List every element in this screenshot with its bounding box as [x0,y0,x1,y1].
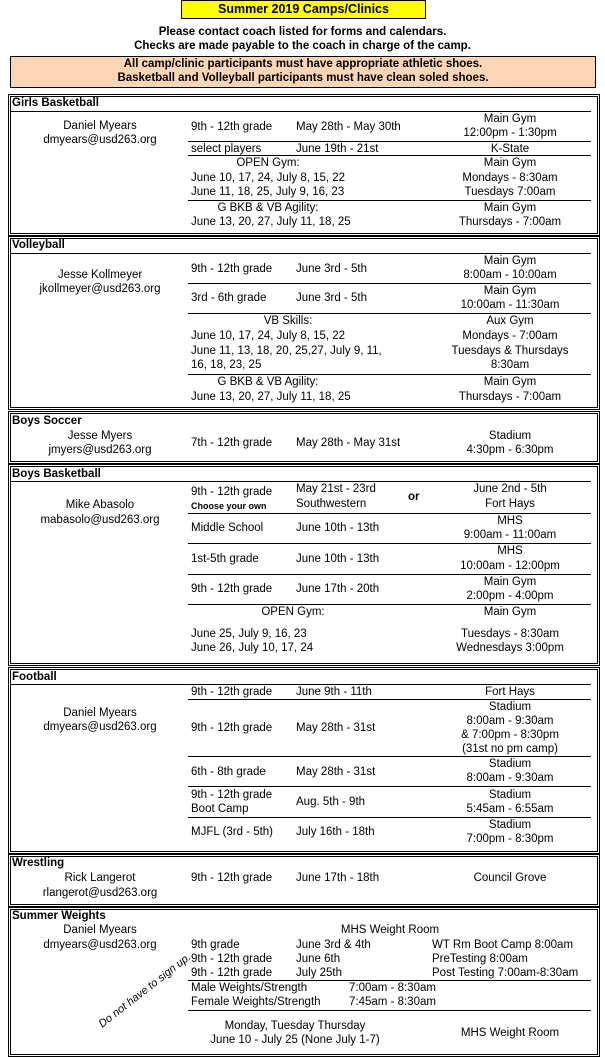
section-title-volleyball: Volleyball [12,239,65,251]
location: Southwestern [296,498,367,510]
dates: May 28th - May 30th [296,121,401,133]
location: Stadium [488,701,532,713]
location: Stadium [488,430,532,442]
payment-instruction: Checks are made payable to the coach in charge of the camp. [134,40,471,52]
grade: 9th grade [191,939,240,951]
grade: 9th - 12th grade [191,722,273,734]
agility-label: G BKB & VB Agility: [217,376,319,388]
coach-name: Jesse Myers [67,430,133,442]
location: MHS Weight Room [460,1027,560,1039]
shoe-notice-line1: All camp/clinic participants must have appropriate athletic shoes. [123,58,483,70]
location: Main Gym [483,576,537,588]
grade: 3rd - 6th grade [191,292,267,304]
coach-name: Rick Langerot [64,872,136,884]
dates: May 28th - May 31st [296,437,401,449]
dates: June 25, July 9, 16, 23 [191,628,307,640]
location: Main Gym [483,606,537,618]
coach-name: Daniel Myears [63,707,137,719]
time: Thursdays - 7:00am [458,216,562,228]
time: Tuesdays - 8:30am [460,628,559,640]
row-divider [188,1010,591,1011]
signup-note: Do not have to sign up. [96,951,194,1031]
location: K-State [490,143,530,155]
coach-email: dmyears@usd263.org [43,721,157,733]
program: Female Weights/Strength [191,996,321,1008]
grade: Middle School [191,522,264,534]
grade: 9th - 12th grade [191,967,273,979]
time: 5:45am - 6:55am [466,803,554,815]
time: Wednesdays 3:00pm [456,642,564,654]
section-title-wrestling: Wrestling [12,857,65,869]
open-gym-label: OPEN Gym: [261,606,325,618]
section-title-boys-basketball: Boys Basketball [12,468,101,480]
dates: May 21st - 23rd [296,483,376,495]
dates: June 3rd & 4th [296,939,371,951]
time: 2:00pm - 4:00pm [466,590,554,602]
location: Main Gym [483,255,537,267]
dates: June 11, 13, 18, 20, 25,27, July 9, 11, [191,345,382,357]
dates: June 3rd - 5th [296,292,367,304]
days: Monday, Tuesday Thursday [224,1020,366,1032]
location: Main Gym [483,113,537,125]
location: Main Gym [483,376,537,388]
time: 9:00am - 11:00am [463,529,557,541]
section-title-boys-soccer: Boys Soccer [12,415,82,427]
location: Main Gym [483,202,537,214]
dates: June 13, 20, 27, July 11, 18, 25 [191,391,351,403]
coach-email: jkollmeyer@usd263.org [39,283,161,295]
grade: 9th - 12th grade [191,872,273,884]
location: Stadium [488,789,532,801]
coach-email: dmyears@usd263.org [43,134,157,146]
grade: 9th - 12th grade [191,583,273,595]
coach-name: Mike Abasolo [65,499,135,511]
time: 10:00am - 11:30am [460,299,560,311]
dates: June 2nd - 5th [473,483,547,495]
grade: 9th - 12th grade [191,121,273,133]
time: 12:00pm - 1:30pm [463,127,557,139]
coach-email: mabasolo@usd263.org [40,514,160,526]
time: 7:00pm - 8:30pm [466,833,554,845]
section-title-football: Football [12,671,57,683]
dates: 16, 18, 23, 25 [191,359,262,371]
grade: 9th - 12th grade [191,486,273,498]
note: Post Testing 7:00am-8:30am [432,967,579,979]
coach-email: rlangerot@usd263.org [42,887,158,899]
dates: May 28th - 31st [296,722,376,734]
grade: 1st-5th grade [191,553,259,565]
coach-name: Daniel Myears [63,924,137,936]
dates: May 28th - 31st [296,766,376,778]
dates: June 9th - 11th [296,686,372,698]
shoe-notice [10,56,596,88]
location: Main Gym [483,157,537,169]
coach-name: Daniel Myears [63,120,137,132]
dates: June 11, 18, 25, July 9, 16, 23 [191,186,345,198]
grade: 9th - 12th grade [191,789,273,801]
program: Male Weights/Strength [191,982,308,994]
section-title-summer-weights: Summer Weights [12,910,106,922]
time: 7:45am - 8:30am [349,996,436,1008]
grade: 6th - 8th grade [191,766,266,778]
location: MHS Weight Room [340,924,440,936]
time: 7:00am - 8:30am [349,982,436,994]
vb-skills-label: VB Skills: [263,315,313,327]
dates: June 10, 17, 24, July 8, 15, 22 [191,172,346,184]
location: Fort Hays [485,686,535,698]
coach-email: jmyers@usd263.org [48,444,152,456]
grade: MJFL (3rd - 5th) [191,826,274,838]
grade: select players [191,143,262,155]
time: Tuesdays & Thursdays [451,345,569,357]
dates: June 6th [296,953,341,965]
dates: Aug. 5th - 9th [296,796,366,808]
location: Main Gym [483,285,537,297]
time: Tuesdays 7:00am [464,186,556,198]
time: 8:00am - 10:00am [463,269,557,281]
note: PreTesting 8:00am [432,953,528,965]
date-range: June 10 - July 25 (None July 1-7) [210,1034,380,1046]
location: Stadium [488,758,532,770]
time: 4:30pm - 6:30pm [466,444,554,456]
dates: June 10th - 13th [296,553,380,565]
location: Stadium [488,819,532,831]
or-label: or [408,491,420,503]
dates: June 10, 17, 24, July 8, 15, 22 [191,330,346,342]
location: MHS [497,545,523,557]
location: Fort Hays [485,498,535,510]
shoe-notice-line2: Basketball and Volleyball participants must have clean soled shoes. [117,72,489,84]
grade: 9th - 12th grade [191,686,273,698]
time: Mondays - 8:30am [462,172,558,184]
time: 8:00am - 9:30am [466,772,554,784]
dates: July 16th - 18th [296,826,375,838]
dates: July 25th [296,967,343,979]
location: Council Grove [473,872,547,884]
time: & 7:00pm - 8:30pm [461,729,559,741]
row-divider [188,786,591,787]
coach-name: Jesse Kollmeyer [57,269,143,281]
time: 8:30am [490,359,530,371]
time: Thursdays - 7:00am [458,391,562,403]
location: Aux Gym [486,315,534,327]
dates: June 17th - 18th [296,872,380,884]
dates: June 19th - 21st [296,143,379,155]
choose-note: Choose your own [191,501,267,511]
time: 8:00am - 9:30am [466,715,554,727]
agility-label: G BKB & VB Agility: [217,202,319,214]
time: 10:00am - 12:00pm [460,560,560,572]
dates: June 10th - 13th [296,522,380,534]
note: (31st no pm camp) [462,743,558,755]
open-gym-label: OPEN Gym: [236,157,300,169]
dates: June 13, 20, 27, July 11, 18, 25 [191,216,351,228]
grade: 7th - 12th grade [191,437,273,449]
page-title: Summer 2019 Camps/Clinics [181,0,426,19]
section-title-girls-basketball: Girls Basketball [12,97,99,109]
grade: Boot Camp [191,803,249,815]
contact-instruction: Please contact coach listed for forms and calendars. [158,26,447,38]
coach-email: dmyears@usd263.org [43,939,157,951]
dates: June 17th - 20th [296,583,380,595]
grade: 9th - 12th grade [191,953,273,965]
grade: 9th - 12th grade [191,263,273,275]
note: WT Rm Boot Camp 8:00am [432,939,574,951]
dates: June 26, July 10, 17, 24 [191,642,314,654]
dates: June 3rd - 5th [296,263,367,275]
location: MHS [497,515,523,527]
time: Mondays - 7:00am [462,330,558,342]
